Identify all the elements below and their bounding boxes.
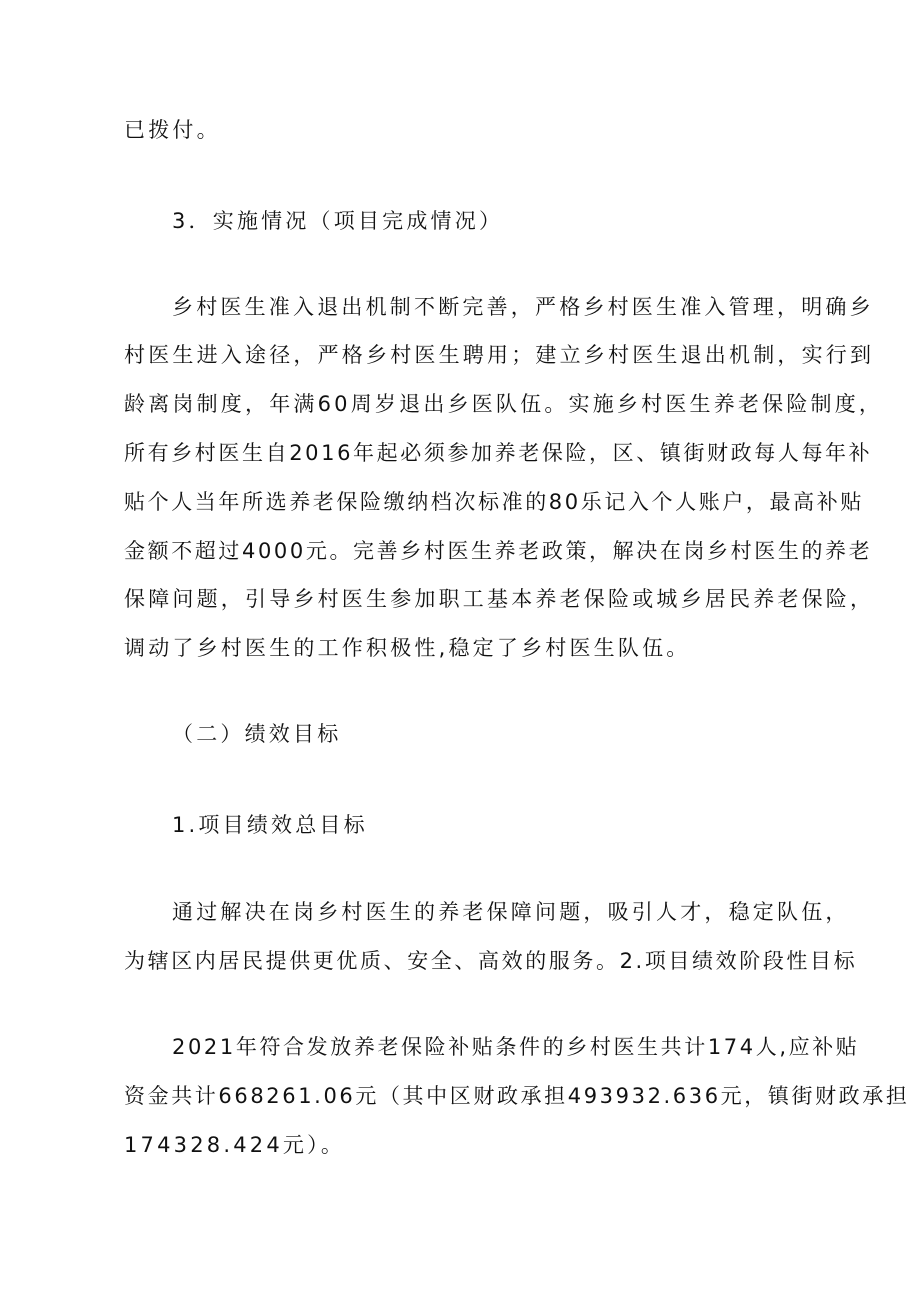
paragraph-line-7: 保障问题，引导乡村医生参加职工基本养老保险或城乡居民养老保险， bbox=[124, 587, 875, 611]
paragraph-line-8: 调动了乡村医生的工作积极性,稳定了乡村医生队伍。 bbox=[124, 636, 691, 660]
goal-paragraph-line-1: 通过解决在岗乡村医生的养老保障问题，吸引人才，稳定队伍， bbox=[172, 900, 850, 924]
paragraph-line-5: 贴个人当年所选养老保险缴纳档次标准的80乐记入个人账户，最高补贴 bbox=[124, 490, 864, 514]
paragraph-line-2: 村医生进入途径，严格乡村医生聘用；建立乡村医生退出机制，实行到 bbox=[124, 343, 875, 367]
stage-goal-line-1: 2021年符合发放养老保险补贴条件的乡村医生共计174人,应补贴 bbox=[172, 1035, 860, 1059]
paragraph-line-1: 乡村医生准入退出机制不断完善，严格乡村医生准入管理，明确乡 bbox=[172, 295, 874, 319]
section-heading-performance-goals: （二）绩效目标 bbox=[172, 722, 342, 746]
paragraph-line-6: 金额不超过4000元。完善乡村医生养老政策，解决在岗乡村医生的养老 bbox=[124, 539, 873, 563]
paragraph-line-3: 龄离岗制度，年满60周岁退出乡医队伍。实施乡村医生养老保险制度， bbox=[124, 392, 884, 416]
stage-goal-line-2: 资金共计668261.06元（其中区财政承担493932.636元，镇街财政承担 bbox=[124, 1084, 910, 1108]
text-line-1: 已拨付。 bbox=[124, 118, 221, 142]
subheading-overall-goal: 1.项目绩效总目标 bbox=[172, 813, 368, 837]
paragraph-line-4: 所有乡村医生自2016年起必须参加养老保险，区、镇街财政每人每年补 bbox=[124, 441, 873, 465]
stage-goal-line-3: 174328.424元）。 bbox=[124, 1133, 346, 1157]
goal-paragraph-line-2: 为辖区内居民提供更优质、安全、高效的服务。2.项目绩效阶段性目标 bbox=[124, 949, 858, 973]
section-heading-implementation: 3．实施情况（项目完成情况） bbox=[172, 209, 504, 233]
